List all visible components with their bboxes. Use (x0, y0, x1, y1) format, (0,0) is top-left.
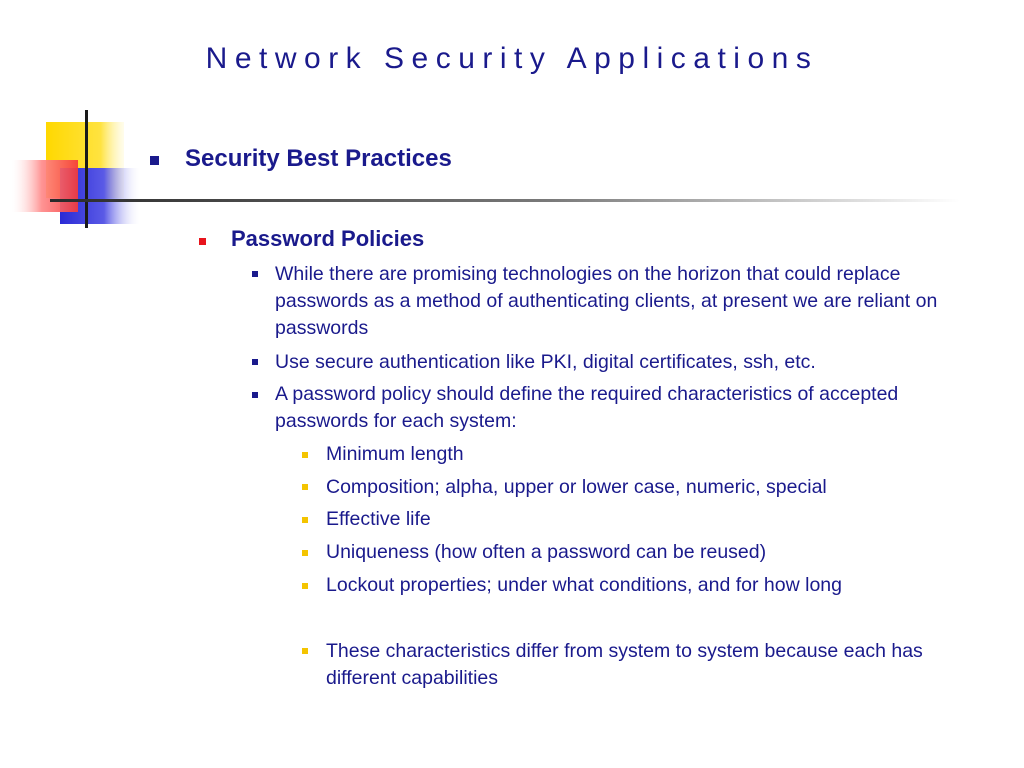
section-heading: Security Best Practices (185, 145, 452, 172)
characteristic-item: Uniqueness (how often a password can be reused) (326, 541, 767, 563)
level2-bullet-icon (199, 238, 206, 245)
deco-yellow-square (46, 122, 124, 198)
level4-bullet-icon (302, 484, 308, 490)
characteristic-item: Effective life (326, 508, 431, 530)
deco-vertical-rule (85, 110, 88, 228)
point-item: While there are promising technologies on the horizon that could replace passwords as a method of authenticating clients, at present we are reliant on passwords (275, 263, 938, 339)
characteristic-item: Minimum length (326, 443, 464, 465)
level1-bullet-icon (150, 156, 159, 165)
level4-bullet-icon (302, 550, 308, 556)
subsection-heading: Password Policies (231, 226, 425, 251)
level3-bullet-icon (252, 392, 258, 398)
level3-bullet-icon (252, 359, 258, 365)
level4-bullet-icon (302, 648, 308, 654)
characteristic-item: Lockout properties; under what conditions, and for how long (326, 574, 842, 596)
deco-horizontal-rule (50, 199, 960, 202)
slide-title: Network Security Applications (205, 42, 819, 75)
level4-bullet-icon (302, 583, 308, 589)
point-item: A password policy should define the required characteristics of accepted passwords for each system: (275, 383, 899, 432)
closing-note: These characteristics differ from system to system because each has different capabilities (326, 640, 923, 689)
level4-bullet-icon (302, 517, 308, 523)
deco-red-square (12, 160, 78, 212)
characteristic-item: Composition; alpha, upper or lower case, numeric, special (326, 476, 827, 498)
level4-bullet-icon (302, 452, 308, 458)
corner-decoration (0, 0, 1024, 240)
level3-bullet-icon (252, 271, 258, 277)
point-item: Use secure authentication like PKI, digital certificates, ssh, etc. (275, 351, 816, 373)
deco-blue-square (60, 168, 140, 224)
